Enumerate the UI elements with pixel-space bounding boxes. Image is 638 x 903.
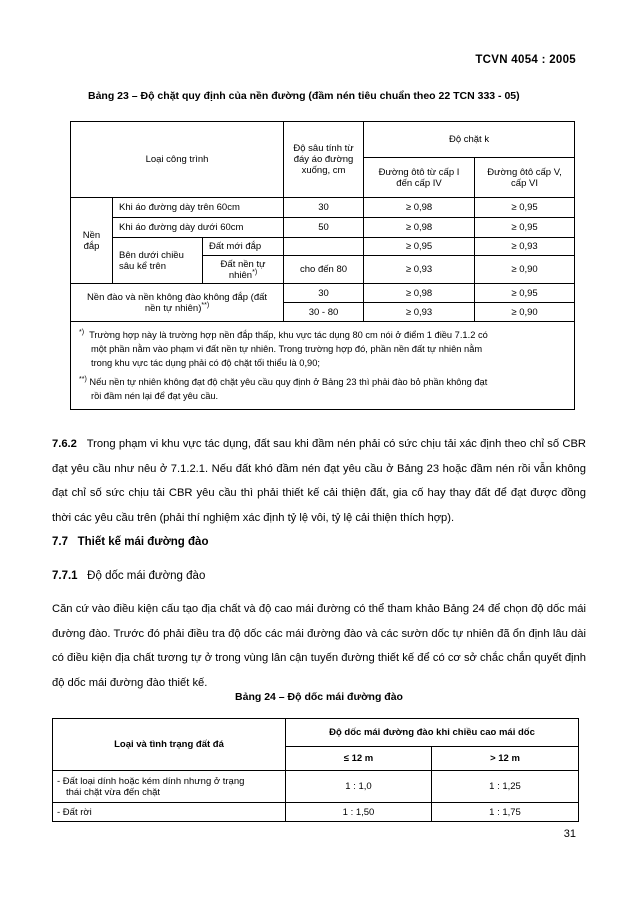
header-soil: Loại và tình trạng đất đá xyxy=(53,719,286,771)
slope-gt12: 1 : 1,75 xyxy=(432,803,579,822)
row-depth: 30 xyxy=(284,198,364,218)
section-7-7-1-heading: 7.7.1 Độ dốc mái đường đào xyxy=(52,570,206,582)
slope-gt12: 1 : 1,25 xyxy=(432,771,579,803)
section-7-7-1-text: Căn cứ vào điều kiện cấu tạo địa chất và độ cao mái đường có thể tham khảo Bảng 24 để chọn độ dốc mái đường đào. Trước đó phải điều tra độ dốc các mái đường đào và các sườn dốc tự nhiên đã ổn định lâu dài có điều kiện địa chất tương tự ở trong vùng lân cận tuyến đường thiết kế để có cơ sở chắc chắn quyết định độ dốc mái đường đào thiết kế. xyxy=(52,603,586,689)
slope-le12: 1 : 1,50 xyxy=(286,803,432,822)
row-k1: ≥ 0,98 xyxy=(364,284,475,303)
row-desc: Khi áo đường dày trên 60cm xyxy=(113,198,284,218)
header-depth: Độ sâu tính từ đáy áo đường xuống, cm xyxy=(284,122,364,198)
slope-le12: 1 : 1,0 xyxy=(286,771,432,803)
table-24-caption: Bảng 24 – Độ dốc mái đường đào xyxy=(235,691,403,703)
row-depth: 30 xyxy=(284,284,364,303)
soil-type: - Đất rời xyxy=(53,803,286,822)
row-k2: ≥ 0,93 xyxy=(475,238,575,256)
row-depth: cho đến 80 xyxy=(284,256,364,284)
section-7-6-2: 7.6.2 Trong phạm vi khu vực tác dụng, đất sau khi đầm nén phải có sức chịu tải xác định theo chỉ số CBR đạt yêu cầu như nêu ở 7.1.2.1. Nếu đất khó đầm nén đạt yêu cầu ở Bảng 23 hoặc đầm nén rồi vẫn không đạt chỉ số sức chịu tải CBR yêu cầu thì phải thiết kế cải thiện đất, gia cố hay thay đất để đạt được đồng thời các yêu cầu trên (phải thí nghiệm xác định tỷ lệ vôi, tỷ lệ cải thiện thích hợp). xyxy=(52,438,587,524)
row-desc: Khi áo đường dày dưới 60cm xyxy=(113,218,284,238)
header-gt12: > 12 m xyxy=(432,747,579,771)
header-work-type: Loại công trình xyxy=(71,122,284,198)
row-k1: ≥ 0,98 xyxy=(364,198,475,218)
section-7-7-heading: 7.7 Thiết kế mái đường đào xyxy=(52,536,209,548)
row-depth: 50 xyxy=(284,218,364,238)
header-compaction: Độ chặt k xyxy=(364,122,575,158)
header-le12: ≤ 12 m xyxy=(286,747,432,771)
row-depth: 30 - 80 xyxy=(284,303,364,322)
header-road-5-6: Đường ôtô cấp V, cấp VI xyxy=(475,158,575,198)
row-depth xyxy=(284,238,364,256)
row-k1: ≥ 0,95 xyxy=(364,238,475,256)
row-k1: ≥ 0,98 xyxy=(364,218,475,238)
row-desc: Đất mới đắp xyxy=(203,238,284,256)
row-k2: ≥ 0,95 xyxy=(475,284,575,303)
row-k2: ≥ 0,95 xyxy=(475,218,575,238)
note-2: **) Nếu nền tự nhiên không đạt độ chặt yêu cầu quy định ở Bảng 23 thì phải đào bỏ phần không đạt rồi đầm nén lại để đạt yêu cầu. xyxy=(79,375,488,401)
header-slope: Độ dốc mái đường đào khi chiều cao mái dốc xyxy=(286,719,579,747)
row-k2: ≥ 0,90 xyxy=(475,303,575,322)
cut-fill-label: Nền đào và nền không đào không đắp (đất nền tự nhiên)**) xyxy=(71,284,284,322)
table-23 xyxy=(70,121,575,410)
row-k2: ≥ 0,90 xyxy=(475,256,575,284)
table-24 xyxy=(52,718,579,822)
table-23-notes xyxy=(71,322,575,410)
soil-type: - Đất loại dính hoặc kém dính nhưng ở trạng thái chặt vừa đến chặt xyxy=(53,771,286,803)
row-k1: ≥ 0,93 xyxy=(364,303,475,322)
table-23-caption: Bảng 23 – Độ chặt quy định của nền đường (đầm nén tiêu chuẩn theo 22 TCN 333 - 05) xyxy=(88,90,520,102)
row-desc: Đất nền tự nhiên*) xyxy=(203,256,284,284)
row-k2: ≥ 0,95 xyxy=(475,198,575,218)
note-1: *) Trường hợp này là trường hợp nền đắp thấp, khu vực tác dụng 80 cm nói ở điểm 1 điều 7.1.2 có một phần nằm vào phạm vi đất nền tự nhiên. Trong trường hợp đó, phần nền đất tự nhiên nằm trong khu vực tác dụng phải có độ chặt tối thiểu là 0,90; xyxy=(79,328,488,368)
page-number: 31 xyxy=(563,828,576,840)
below-depth-label: Bên dưới chiều sâu kể trên xyxy=(113,238,203,284)
group-fill-label: Nền đắp xyxy=(71,198,113,284)
standard-header: TCVN 4054 : 2005 xyxy=(475,54,576,66)
row-k1: ≥ 0,93 xyxy=(364,256,475,284)
header-road-1-4: Đường ôtô từ cấp I đến cấp IV xyxy=(364,158,475,198)
